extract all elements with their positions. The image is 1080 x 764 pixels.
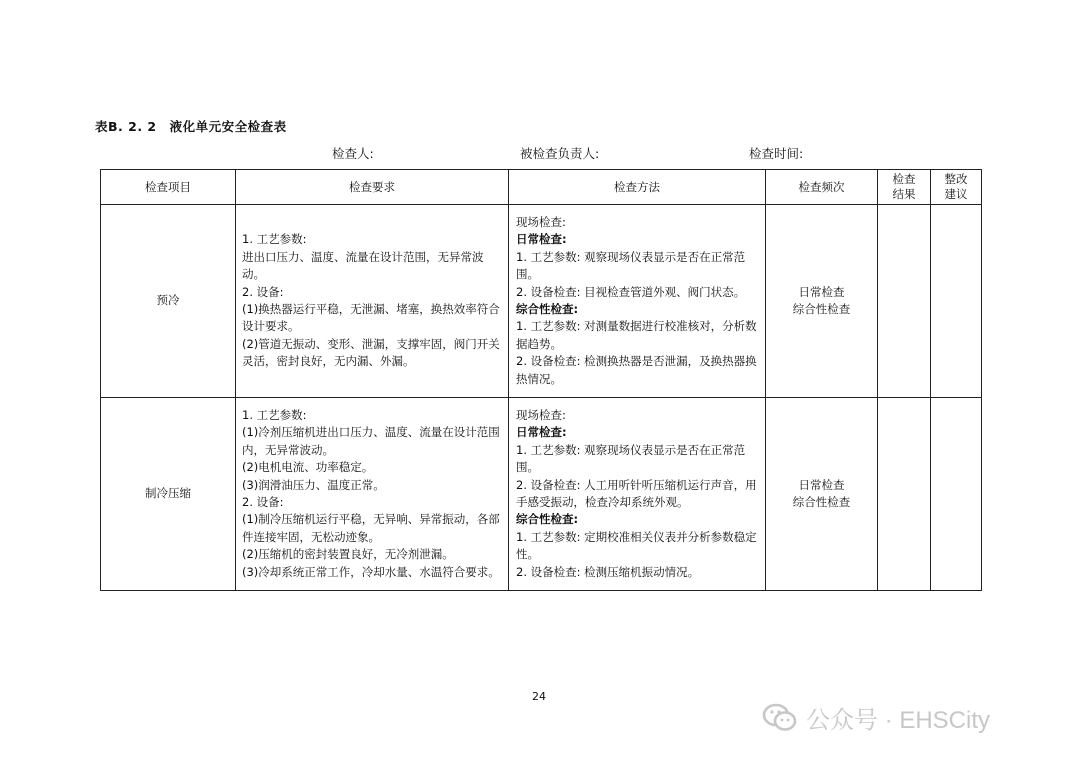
cell-line: 日常检查: [516,232,567,247]
header-methods: 检查方法 [509,170,766,205]
cell-line: 2. 设备检查: 检测换热器是否泄漏，及换热器换热情况。 [516,354,757,386]
cell-line: 日常检查 [798,284,845,299]
header-row [101,170,982,205]
row-requirements [236,398,509,591]
row-item: 制冷压缩 [101,398,236,591]
row-advice [931,205,982,398]
inspector-label: 检查人: [332,146,374,161]
header-requirements: 检查要求 [236,170,509,205]
wechat-icon [762,703,798,733]
row-methods [509,205,766,398]
cell-line: 2. 设备检查: 检测压缩机振动情况。 [516,564,700,579]
cell-line: 1. 工艺参数: 观察现场仪表显示是否在正常范围。 [516,249,746,282]
cell-line: (3)冷却系统正常工作，冷却水量、水温符合要求。 [242,564,500,579]
cell-line: 日常检查: [516,425,567,440]
header-frequency: 检查频次 [766,170,878,205]
responsible-label: 被检查负责人: [520,146,600,161]
table-title: 表B. 2. 2 液化单元安全检查表 [95,119,287,134]
row-frequency [766,205,878,398]
header-advice: 整改 建议 [931,170,982,205]
cell-line: (2)电机电流、功率稳定。 [242,460,374,475]
row-frequency [766,398,878,591]
cell-line: (2)管道无振动、变形、泄漏，支撑牢固，阀门开关灵活，密封良好，无内漏、外漏。 [242,336,500,369]
cell-line: 2. 设备: [242,495,284,509]
row-requirements [236,205,509,398]
cell-line: 2. 设备检查: 目视检查管道外观、阀门状态。 [516,284,746,299]
cell-line: (1)制冷压缩机运行平稳，无异响、异常振动，各部件连接牢固，无松动迹象。 [242,512,500,544]
cell-line: 现场检查: [516,407,566,422]
cell-line: 1. 工艺参数: 定期校准相关仪表并分析参数稳定性。 [516,529,757,562]
row-methods [509,398,766,591]
inspection-table [100,169,982,591]
table-row [101,398,982,591]
cell-line: 综合性检查: [516,302,579,316]
cell-line: 现场检查: [516,214,566,229]
header-result: 检查 结果 [878,170,931,205]
cell-line: 2. 设备: [242,284,284,299]
cell-line: 综合性检查 [792,495,851,509]
cell-line: 进出口压力、温度、流量在设计范围，无异常波动。 [242,249,484,282]
page-number: 24 [532,690,546,703]
table-row [101,205,982,398]
row-advice [931,398,982,591]
cell-line: 1. 工艺参数: [242,407,307,422]
cell-line: (2)压缩机的密封装置良好，无冷剂泄漏。 [242,547,454,562]
cell-line: 1. 工艺参数: 对测量数据进行校准核对，分析数据趋势。 [516,319,757,351]
row-result [878,205,931,398]
watermark-text: 公众号 · EHSCity [806,707,991,734]
cell-line: (3)润滑油压力、温度正常。 [242,477,385,492]
row-item: 预冷 [101,205,236,398]
time-label: 检查时间: [749,146,804,161]
cell-line: (1)冷剂压缩机进出口压力、温度、流量在设计范围内，无异常波动。 [242,425,500,457]
cell-line: 日常检查 [798,477,845,492]
watermark [762,700,990,735]
cell-line: 2. 设备检查: 人工用听针听压缩机运行声音，用手感受振动，检查冷却系统外观。 [516,477,757,509]
cell-line: (1)换热器运行平稳，无泄漏、堵塞，换热效率符合设计要求。 [242,302,500,334]
cell-line: 1. 工艺参数: 观察现场仪表显示是否在正常范围。 [516,442,746,475]
cell-line: 综合性检查 [792,302,851,316]
cell-line: 综合性检查: [516,512,579,527]
header-item: 检查项目 [101,170,236,205]
cell-line: 1. 工艺参数: [242,232,307,247]
row-result [878,398,931,591]
